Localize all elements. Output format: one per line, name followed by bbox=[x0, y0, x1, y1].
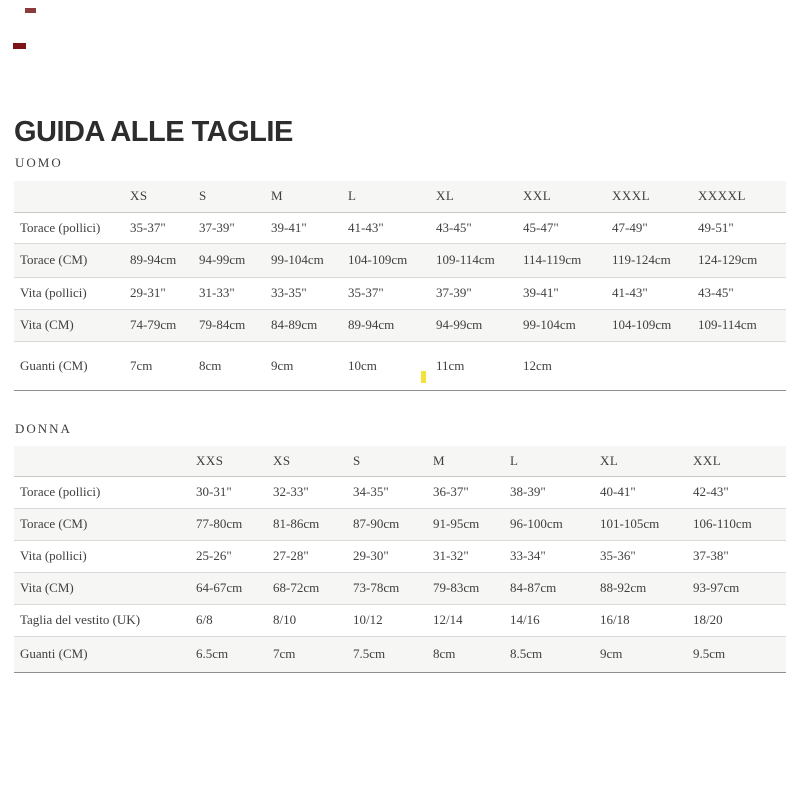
women-size-table bbox=[14, 446, 786, 673]
text-cursor-highlight bbox=[421, 371, 426, 383]
size-value: 29-31" bbox=[130, 277, 199, 309]
size-value: 81-86cm bbox=[273, 508, 353, 540]
size-value: 40-41" bbox=[600, 476, 693, 508]
size-value: 16/18 bbox=[600, 604, 693, 636]
size-value: 37-39" bbox=[199, 212, 271, 243]
size-value bbox=[698, 341, 786, 390]
column-header: L bbox=[510, 446, 600, 476]
section-label-donna: DONNA bbox=[15, 421, 72, 436]
size-value: 73-78cm bbox=[353, 572, 433, 604]
column-header: M bbox=[271, 181, 348, 212]
row-label: Vita (CM) bbox=[14, 572, 196, 604]
size-value: 94-99cm bbox=[436, 309, 523, 341]
table-row bbox=[14, 212, 786, 243]
size-value: 104-109cm bbox=[348, 243, 436, 277]
size-value: 43-45" bbox=[436, 212, 523, 243]
size-value: 32-33" bbox=[273, 476, 353, 508]
size-value: 37-38" bbox=[693, 540, 786, 572]
column-header: S bbox=[353, 446, 433, 476]
column-header: XS bbox=[130, 181, 199, 212]
table-header-row bbox=[14, 181, 786, 212]
size-value: 34-35" bbox=[353, 476, 433, 508]
row-label: Torace (pollici) bbox=[14, 476, 196, 508]
size-value: 74-79cm bbox=[130, 309, 199, 341]
section-label-uomo: UOMO bbox=[15, 155, 63, 170]
size-value: 35-37" bbox=[348, 277, 436, 309]
table-row bbox=[14, 277, 786, 309]
column-header: XS bbox=[273, 446, 353, 476]
size-value: 88-92cm bbox=[600, 572, 693, 604]
size-value: 30-31" bbox=[196, 476, 273, 508]
size-value: 109-114cm bbox=[698, 309, 786, 341]
size-value: 31-33" bbox=[199, 277, 271, 309]
size-value: 11cm bbox=[436, 341, 523, 390]
size-value: 114-119cm bbox=[523, 243, 612, 277]
row-label: Guanti (CM) bbox=[14, 341, 130, 390]
column-header: L bbox=[348, 181, 436, 212]
size-value: 84-89cm bbox=[271, 309, 348, 341]
size-value: 79-83cm bbox=[433, 572, 510, 604]
size-value: 35-36" bbox=[600, 540, 693, 572]
size-value: 79-84cm bbox=[199, 309, 271, 341]
size-value: 33-35" bbox=[271, 277, 348, 309]
column-header: XXL bbox=[523, 181, 612, 212]
column-header: XXS bbox=[196, 446, 273, 476]
size-value: 6/8 bbox=[196, 604, 273, 636]
column-header: XL bbox=[436, 181, 523, 212]
table-row bbox=[14, 476, 786, 508]
size-value: 49-51" bbox=[698, 212, 786, 243]
size-value: 93-97cm bbox=[693, 572, 786, 604]
corner-cell bbox=[14, 181, 130, 212]
size-value: 36-37" bbox=[433, 476, 510, 508]
size-value: 8.5cm bbox=[510, 636, 600, 672]
size-value: 119-124cm bbox=[612, 243, 698, 277]
size-value: 96-100cm bbox=[510, 508, 600, 540]
size-value: 101-105cm bbox=[600, 508, 693, 540]
page-title: GUIDA ALLE TAGLIE bbox=[14, 116, 293, 149]
size-value: 9cm bbox=[271, 341, 348, 390]
size-value: 99-104cm bbox=[271, 243, 348, 277]
size-value: 124-129cm bbox=[698, 243, 786, 277]
size-value: 33-34" bbox=[510, 540, 600, 572]
size-value: 9cm bbox=[600, 636, 693, 672]
row-label: Torace (pollici) bbox=[14, 212, 130, 243]
size-value: 91-95cm bbox=[433, 508, 510, 540]
size-value: 68-72cm bbox=[273, 572, 353, 604]
size-value: 31-32" bbox=[433, 540, 510, 572]
corner-cell bbox=[14, 446, 196, 476]
table-row bbox=[14, 309, 786, 341]
row-label: Taglia del vestito (UK) bbox=[14, 604, 196, 636]
size-value: 87-90cm bbox=[353, 508, 433, 540]
table-row bbox=[14, 540, 786, 572]
size-value: 99-104cm bbox=[523, 309, 612, 341]
size-value: 77-80cm bbox=[196, 508, 273, 540]
size-value: 7.5cm bbox=[353, 636, 433, 672]
column-header: M bbox=[433, 446, 510, 476]
size-value: 106-110cm bbox=[693, 508, 786, 540]
row-label: Vita (pollici) bbox=[14, 277, 130, 309]
size-value: 64-67cm bbox=[196, 572, 273, 604]
size-value: 8/10 bbox=[273, 604, 353, 636]
size-value: 39-41" bbox=[523, 277, 612, 309]
size-value: 27-28" bbox=[273, 540, 353, 572]
size-value: 104-109cm bbox=[612, 309, 698, 341]
table-row bbox=[14, 341, 786, 390]
size-value: 10cm bbox=[348, 341, 436, 390]
row-label: Vita (pollici) bbox=[14, 540, 196, 572]
size-value: 42-43" bbox=[693, 476, 786, 508]
table-row bbox=[14, 572, 786, 604]
size-value: 45-47" bbox=[523, 212, 612, 243]
size-value: 9.5cm bbox=[693, 636, 786, 672]
column-header: XXXXL bbox=[698, 181, 786, 212]
size-value: 14/16 bbox=[510, 604, 600, 636]
size-value: 41-43" bbox=[612, 277, 698, 309]
table-row bbox=[14, 508, 786, 540]
size-value: 39-41" bbox=[271, 212, 348, 243]
size-value: 10/12 bbox=[353, 604, 433, 636]
size-value: 8cm bbox=[433, 636, 510, 672]
size-value: 109-114cm bbox=[436, 243, 523, 277]
row-label: Torace (CM) bbox=[14, 508, 196, 540]
size-value: 12/14 bbox=[433, 604, 510, 636]
size-value: 89-94cm bbox=[348, 309, 436, 341]
size-value: 18/20 bbox=[693, 604, 786, 636]
row-label: Guanti (CM) bbox=[14, 636, 196, 672]
red-mark-artifact-left bbox=[13, 43, 26, 49]
size-value: 35-37" bbox=[130, 212, 199, 243]
size-value: 37-39" bbox=[436, 277, 523, 309]
size-value: 12cm bbox=[523, 341, 612, 390]
size-value: 7cm bbox=[130, 341, 199, 390]
size-value: 43-45" bbox=[698, 277, 786, 309]
row-label: Torace (CM) bbox=[14, 243, 130, 277]
red-mark-artifact-top bbox=[25, 8, 36, 13]
size-value: 25-26" bbox=[196, 540, 273, 572]
size-value bbox=[612, 341, 698, 390]
size-value: 89-94cm bbox=[130, 243, 199, 277]
size-value: 6.5cm bbox=[196, 636, 273, 672]
size-value: 29-30" bbox=[353, 540, 433, 572]
size-value: 41-43" bbox=[348, 212, 436, 243]
table-row bbox=[14, 636, 786, 672]
size-value: 38-39" bbox=[510, 476, 600, 508]
table-header-row bbox=[14, 446, 786, 476]
size-value: 47-49" bbox=[612, 212, 698, 243]
men-size-table bbox=[14, 181, 786, 391]
size-value: 8cm bbox=[199, 341, 271, 390]
row-label: Vita (CM) bbox=[14, 309, 130, 341]
column-header: S bbox=[199, 181, 271, 212]
column-header: XL bbox=[600, 446, 693, 476]
column-header: XXL bbox=[693, 446, 786, 476]
table-row bbox=[14, 604, 786, 636]
size-value: 7cm bbox=[273, 636, 353, 672]
size-value: 84-87cm bbox=[510, 572, 600, 604]
table-row bbox=[14, 243, 786, 277]
size-value: 94-99cm bbox=[199, 243, 271, 277]
column-header: XXXL bbox=[612, 181, 698, 212]
